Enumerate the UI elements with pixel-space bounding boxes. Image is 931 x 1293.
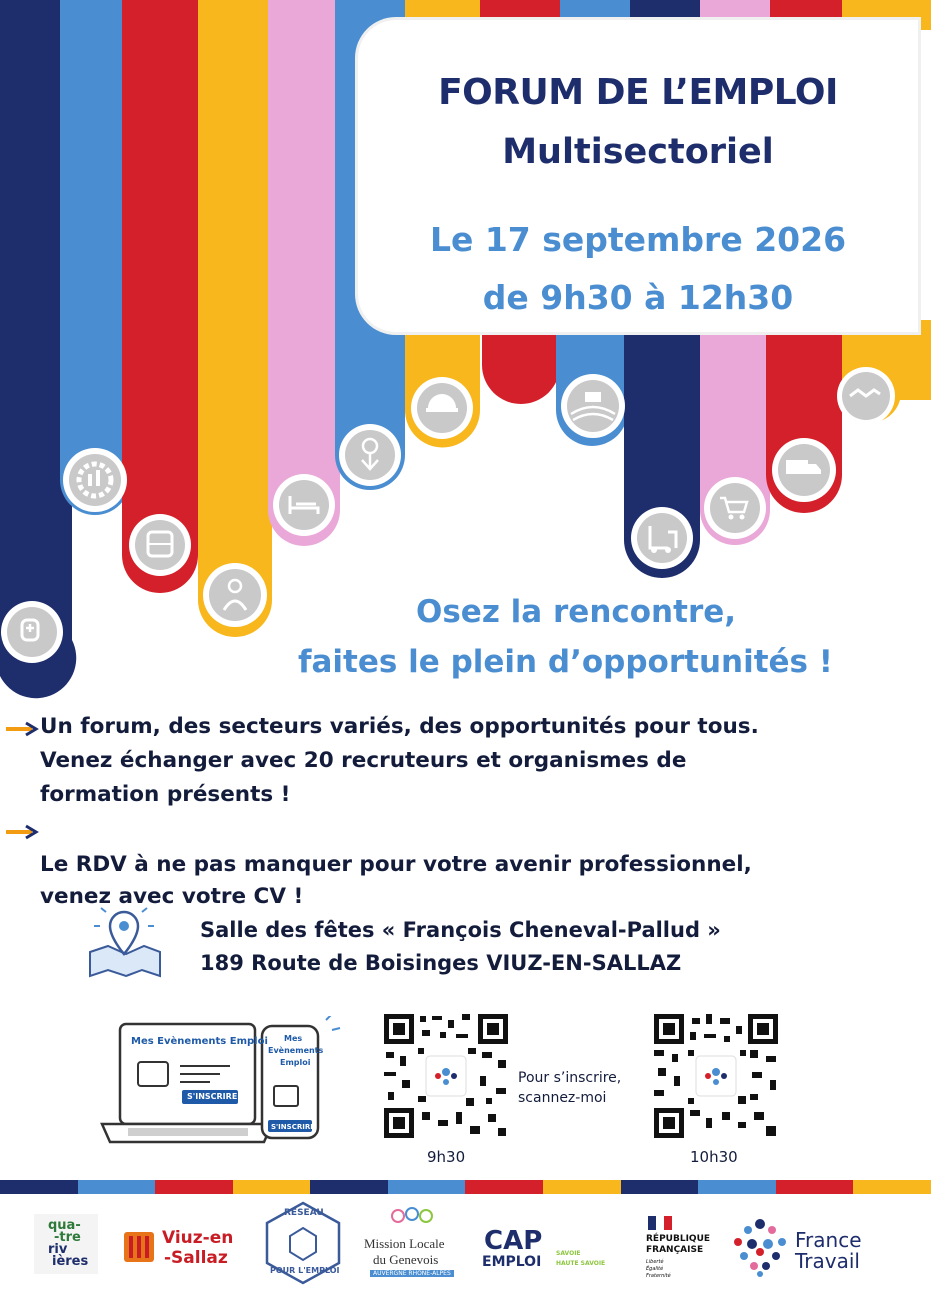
stripe-red-2 xyxy=(482,320,560,404)
logo-france-travail-1: France xyxy=(795,1228,862,1252)
venue-name: Salle des fêtes « François Cheneval-Pallud » xyxy=(200,918,721,942)
arrow-icon xyxy=(4,720,40,738)
body-line-4: Le RDV à ne pas manquer pour votre avenir professionnel, xyxy=(40,852,752,877)
qr-code-10h30[interactable] xyxy=(652,1012,780,1140)
logo-france-travail-2: Travail xyxy=(795,1249,860,1273)
title-card xyxy=(358,20,918,332)
body-line-1: Un forum, des secteurs variés, des opportunités pour tous. xyxy=(40,714,759,739)
map-pin-icon xyxy=(86,906,164,978)
qr-caption-line2: scannez-moi xyxy=(518,1090,607,1106)
mission-locale-people-icon xyxy=(388,1206,438,1232)
tagline-line2: faites le plein d’opportunités ! xyxy=(298,644,833,680)
body-line-3: formation présents ! xyxy=(40,782,291,807)
event-time: de 9h30 à 12h30 xyxy=(482,278,794,317)
logo-republique-5: Fraternité xyxy=(646,1273,671,1279)
logo-cap-emploi-1: CAP xyxy=(484,1226,543,1256)
phone-app-title-1: Mes xyxy=(284,1034,303,1043)
logo-quatre-rivieres: qua- -tre riv ières xyxy=(34,1214,98,1274)
color-divider-bar xyxy=(0,1180,931,1194)
stripe-red-1 xyxy=(122,0,198,593)
logo-reseau-bottom: POUR L'EMPLOI xyxy=(270,1266,340,1275)
flower-icon xyxy=(339,424,401,486)
laptop-app-title: Mes Evènements Emploi xyxy=(131,1036,268,1047)
france-travail-dots-icon xyxy=(730,1218,790,1278)
logo-cap-emploi-3: SAVOIE xyxy=(556,1250,581,1257)
event-title: FORUM DE L’EMPLOI xyxy=(438,72,838,113)
logo-cap-emploi-2: EMPLOI xyxy=(482,1254,542,1270)
stripe-pink-1 xyxy=(268,0,340,546)
venue-address: 189 Route de Boisinges VIUZ-EN-SALLAZ xyxy=(200,951,682,975)
logo-reseau-top: RÉSEAU xyxy=(284,1208,324,1218)
logo-cap-emploi-4: HAUTE SAVOIE xyxy=(556,1260,606,1267)
logo-mission-locale-2: du Genevois xyxy=(373,1252,439,1267)
qr-label-10h30: 10h30 xyxy=(690,1148,738,1166)
person-icon xyxy=(203,563,267,627)
logo-mission-locale-3: AUVERGNE RHÔNE-ALPES xyxy=(370,1270,454,1277)
qr-label-9h30: 9h30 xyxy=(427,1148,466,1166)
logo-viuz-line2: -Sallaz xyxy=(164,1248,228,1268)
logo-republique-4: Égalité xyxy=(646,1266,664,1272)
phone-app-title-3: Emploi xyxy=(280,1058,311,1067)
agriculture-field-icon xyxy=(561,374,625,438)
phone-register-button[interactable]: S'INSCRIRE xyxy=(271,1123,315,1131)
viuz-crest-icon xyxy=(122,1230,156,1264)
logo-republique-1: RÉPUBLIQUE xyxy=(646,1234,711,1244)
arrow-icon xyxy=(4,823,40,841)
logo-republique-3: Liberté xyxy=(646,1259,664,1265)
event-subtitle: Multisectoriel xyxy=(502,132,774,172)
handshake-icon xyxy=(837,367,895,425)
bus-icon xyxy=(129,514,191,576)
laptop-register-button[interactable]: S'INSCRIRE xyxy=(187,1092,238,1101)
body-line-2: Venez échanger avec 20 recruteurs et organismes de xyxy=(40,748,687,773)
tagline-line1: Osez la rencontre, xyxy=(416,594,737,630)
industry-gear-icon xyxy=(63,448,127,512)
shopping-cart-icon xyxy=(704,477,766,539)
qr-code-9h30[interactable] xyxy=(382,1012,510,1140)
phone-app-title-2: Evènements xyxy=(268,1046,324,1055)
logo-mission-locale-1: Mission Locale xyxy=(364,1236,445,1251)
event-date: Le 17 septembre 2026 xyxy=(429,220,847,259)
stripe-yellow-1 xyxy=(198,0,272,637)
truck-icon xyxy=(772,438,836,502)
forklift-icon xyxy=(631,507,693,569)
hotel-bed-icon xyxy=(273,474,335,536)
health-icon xyxy=(1,601,63,663)
qr-caption-line1: Pour s’inscrire, xyxy=(518,1070,622,1086)
logo-republique-2: FRANÇAISE xyxy=(646,1245,704,1255)
stripe-blue-1 xyxy=(60,0,130,515)
body-line-5: venez avec votre CV ! xyxy=(40,884,304,909)
construction-helmet-icon xyxy=(411,377,473,439)
logo-viuz-line1: Viuz-en xyxy=(162,1228,234,1248)
marianne-icon xyxy=(648,1216,672,1230)
